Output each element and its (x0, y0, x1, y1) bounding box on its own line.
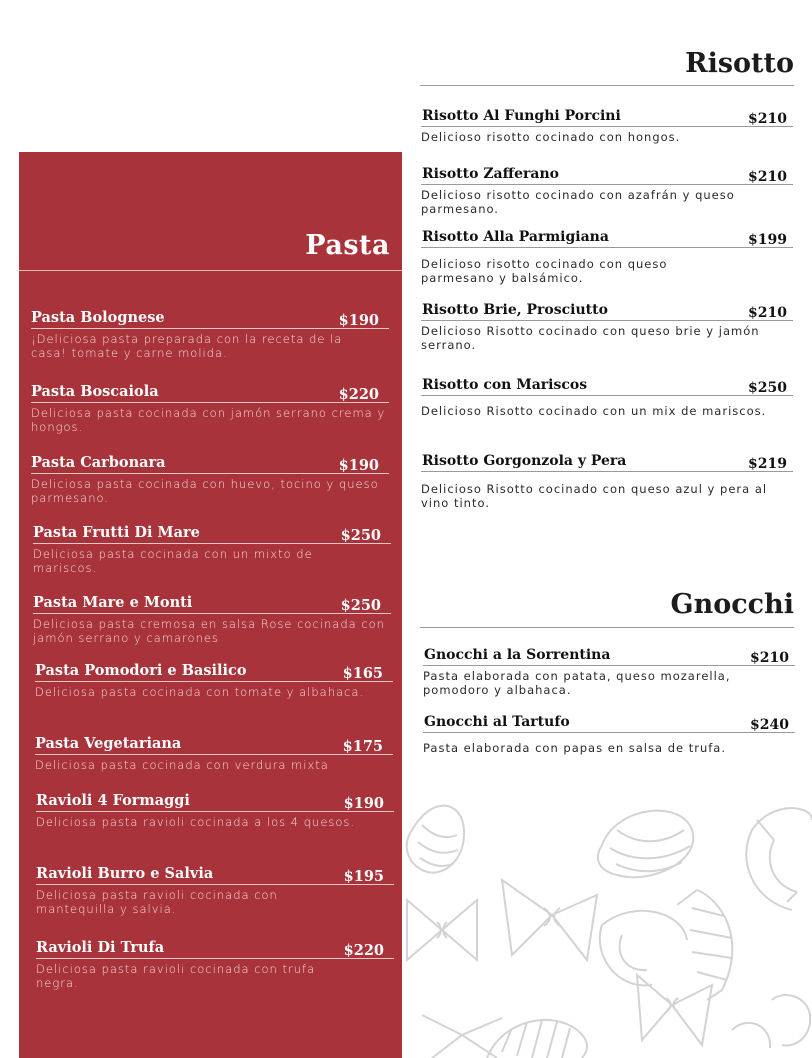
menu-item-header (31, 308, 389, 329)
menu-item-price: $190 (338, 312, 379, 329)
menu-item-header (31, 382, 389, 403)
menu-item-header (421, 227, 793, 248)
menu-item-name: Pasta Carbonara (31, 454, 166, 471)
menu-item-name: Risotto con Mariscos (422, 377, 588, 393)
menu-item-price: $195 (343, 868, 384, 885)
menu-item-header (36, 938, 394, 959)
menu-item-ravioli-burro-e-salvia (36, 864, 394, 916)
menu-item-risotto-zafferano (421, 164, 793, 216)
menu-item-description: Delicioso risotto cocinado con hongos. (421, 130, 681, 144)
menu-item-description: Deliciosa pasta ravioli cocinada a los 4 quesos. (36, 815, 356, 829)
menu-item-description: Delicioso Risotto cocinado con un mix de mariscos. (421, 404, 767, 418)
menu-item-gnocchi-tartufo (423, 712, 795, 755)
menu-item-price: $190 (338, 457, 379, 474)
menu-item-description: Deliciosa pasta cocinada con tomate y albahaca. (35, 685, 365, 699)
menu-item-description: Deliciosa pasta ravioli cocinada con mantequilla y salvia. (36, 888, 278, 916)
menu-item-price: $175 (342, 738, 383, 755)
menu-item-description: Delicioso risotto cocinado con queso parmesano y balsámico. (421, 257, 668, 285)
menu-item-name: Risotto Alla Parmigiana (422, 229, 609, 245)
menu-item-name: Pasta Pomodori e Basilico (35, 662, 247, 679)
menu-item-description: Delicioso risotto cocinado con azafrán y queso parmesano. (421, 188, 735, 216)
menu-item-pasta-pomodori-e-basilico (35, 661, 393, 699)
menu-item-name: Risotto Brie, Prosciutto (422, 302, 608, 318)
menu-item-header (421, 375, 793, 396)
menu-item-risotto-brie-prosciutto (421, 300, 793, 352)
menu-item-description: Delicioso Risotto cocinado con queso azul y pera al vino tinto. (421, 482, 768, 510)
gnocchi-title-divider (420, 627, 794, 628)
menu-item-name: Ravioli 4 Formaggi (36, 792, 190, 809)
menu-item-name: Risotto Gorgonzola y Pera (422, 453, 627, 469)
menu-item-ravioli-4-formaggi (36, 791, 394, 829)
menu-item-ravioli-di-trufa (36, 938, 394, 990)
gnocchi-section-title: Gnocchi (670, 589, 794, 620)
menu-item-price: $210 (748, 305, 787, 321)
menu-item-header (36, 791, 394, 812)
menu-item-pasta-vegetariana (35, 734, 393, 772)
menu-item-name: Pasta Bolognese (31, 309, 165, 326)
risotto-title-divider (420, 85, 794, 86)
menu-item-description: Deliciosa pasta cocinada con un mixto de mariscos. (33, 547, 313, 575)
menu-item-price: $220 (343, 942, 384, 959)
menu-item-gnocchi-sorrentina (423, 645, 795, 697)
menu-item-name: Risotto Al Funghi Porcini (422, 108, 621, 124)
menu-item-pasta-bolognese (31, 308, 389, 360)
menu-item-description: ¡Deliciosa pasta preparada con la receta de la casa! tomate y carne molida. (31, 332, 343, 360)
menu-item-header (36, 864, 394, 885)
menu-item-description: Deliciosa pasta cocinada con huevo, tocino y queso parmesano. (31, 477, 379, 505)
menu-item-price: $219 (748, 456, 787, 472)
menu-item-description: Pasta elaborada con papas en salsa de trufa. (423, 741, 726, 755)
menu-item-description: Deliciosa pasta cocinada con jamón serrano crema y hongos. (31, 406, 386, 434)
menu-item-name: Risotto Zafferano (422, 166, 559, 182)
menu-item-name: Pasta Boscaiola (31, 383, 159, 400)
menu-item-name: Gnocchi al Tartufo (424, 714, 570, 730)
menu-item-price: $210 (748, 111, 787, 127)
pasta-section-title: Pasta (305, 230, 390, 261)
menu-item-price: $210 (748, 169, 787, 185)
menu-item-header (33, 523, 391, 544)
menu-item-header (31, 453, 389, 474)
menu-item-header (421, 451, 793, 472)
menu-item-header (423, 712, 795, 733)
menu-item-price: $220 (338, 386, 379, 403)
menu-item-price: $165 (342, 665, 383, 682)
menu-item-name: Pasta Vegetariana (35, 735, 182, 752)
menu-item-pasta-frutti-di-mare (33, 523, 391, 575)
menu-item-pasta-mare-e-monti (33, 593, 391, 645)
menu-item-header (421, 106, 793, 127)
menu-item-description: Delicioso Risotto cocinado con queso brie y jamón serrano. (421, 324, 760, 352)
menu-item-risotto-con-mariscos (421, 375, 793, 418)
menu-item-header (33, 593, 391, 614)
menu-item-description: Deliciosa pasta ravioli cocinada con trufa negra. (36, 962, 316, 990)
menu-item-description: Pasta elaborada con patata, queso mozarella, pomodoro y albahaca. (423, 669, 731, 697)
menu-item-name: Pasta Mare e Monti (33, 594, 193, 611)
menu-item-header (35, 661, 393, 682)
menu-item-price: $199 (748, 232, 787, 248)
menu-item-pasta-boscaiola (31, 382, 389, 434)
menu-item-header (35, 734, 393, 755)
menu-item-header (421, 300, 793, 321)
menu-item-price: $190 (343, 795, 384, 812)
menu-item-header (423, 645, 795, 666)
menu-item-name: Ravioli Di Trufa (36, 939, 165, 956)
menu-item-risotto-gorgonzola-pera (421, 451, 793, 510)
menu-item-description: Deliciosa pasta cremosa en salsa Rose cocinada con jamón serrano y camarones (33, 617, 385, 645)
pasta-title-divider (19, 270, 402, 271)
pasta-illustration-icon (402, 790, 812, 1058)
menu-item-name: Pasta Frutti Di Mare (33, 524, 200, 541)
menu-item-risotto-funghi-porcini (421, 106, 793, 144)
menu-item-price: $250 (748, 380, 787, 396)
menu-item-description: Deliciosa pasta cocinada con verdura mixta (35, 758, 329, 772)
menu-item-pasta-carbonara (31, 453, 389, 505)
menu-item-price: $250 (340, 597, 381, 614)
menu-item-header (421, 164, 793, 185)
menu-item-risotto-alla-parmigiana (421, 227, 793, 285)
menu-item-price: $250 (340, 527, 381, 544)
menu-item-price: $240 (750, 717, 789, 733)
menu-item-name: Ravioli Burro e Salvia (36, 865, 214, 882)
risotto-section-title: Risotto (685, 48, 794, 79)
menu-item-name: Gnocchi a la Sorrentina (424, 647, 611, 663)
menu-item-price: $210 (750, 650, 789, 666)
